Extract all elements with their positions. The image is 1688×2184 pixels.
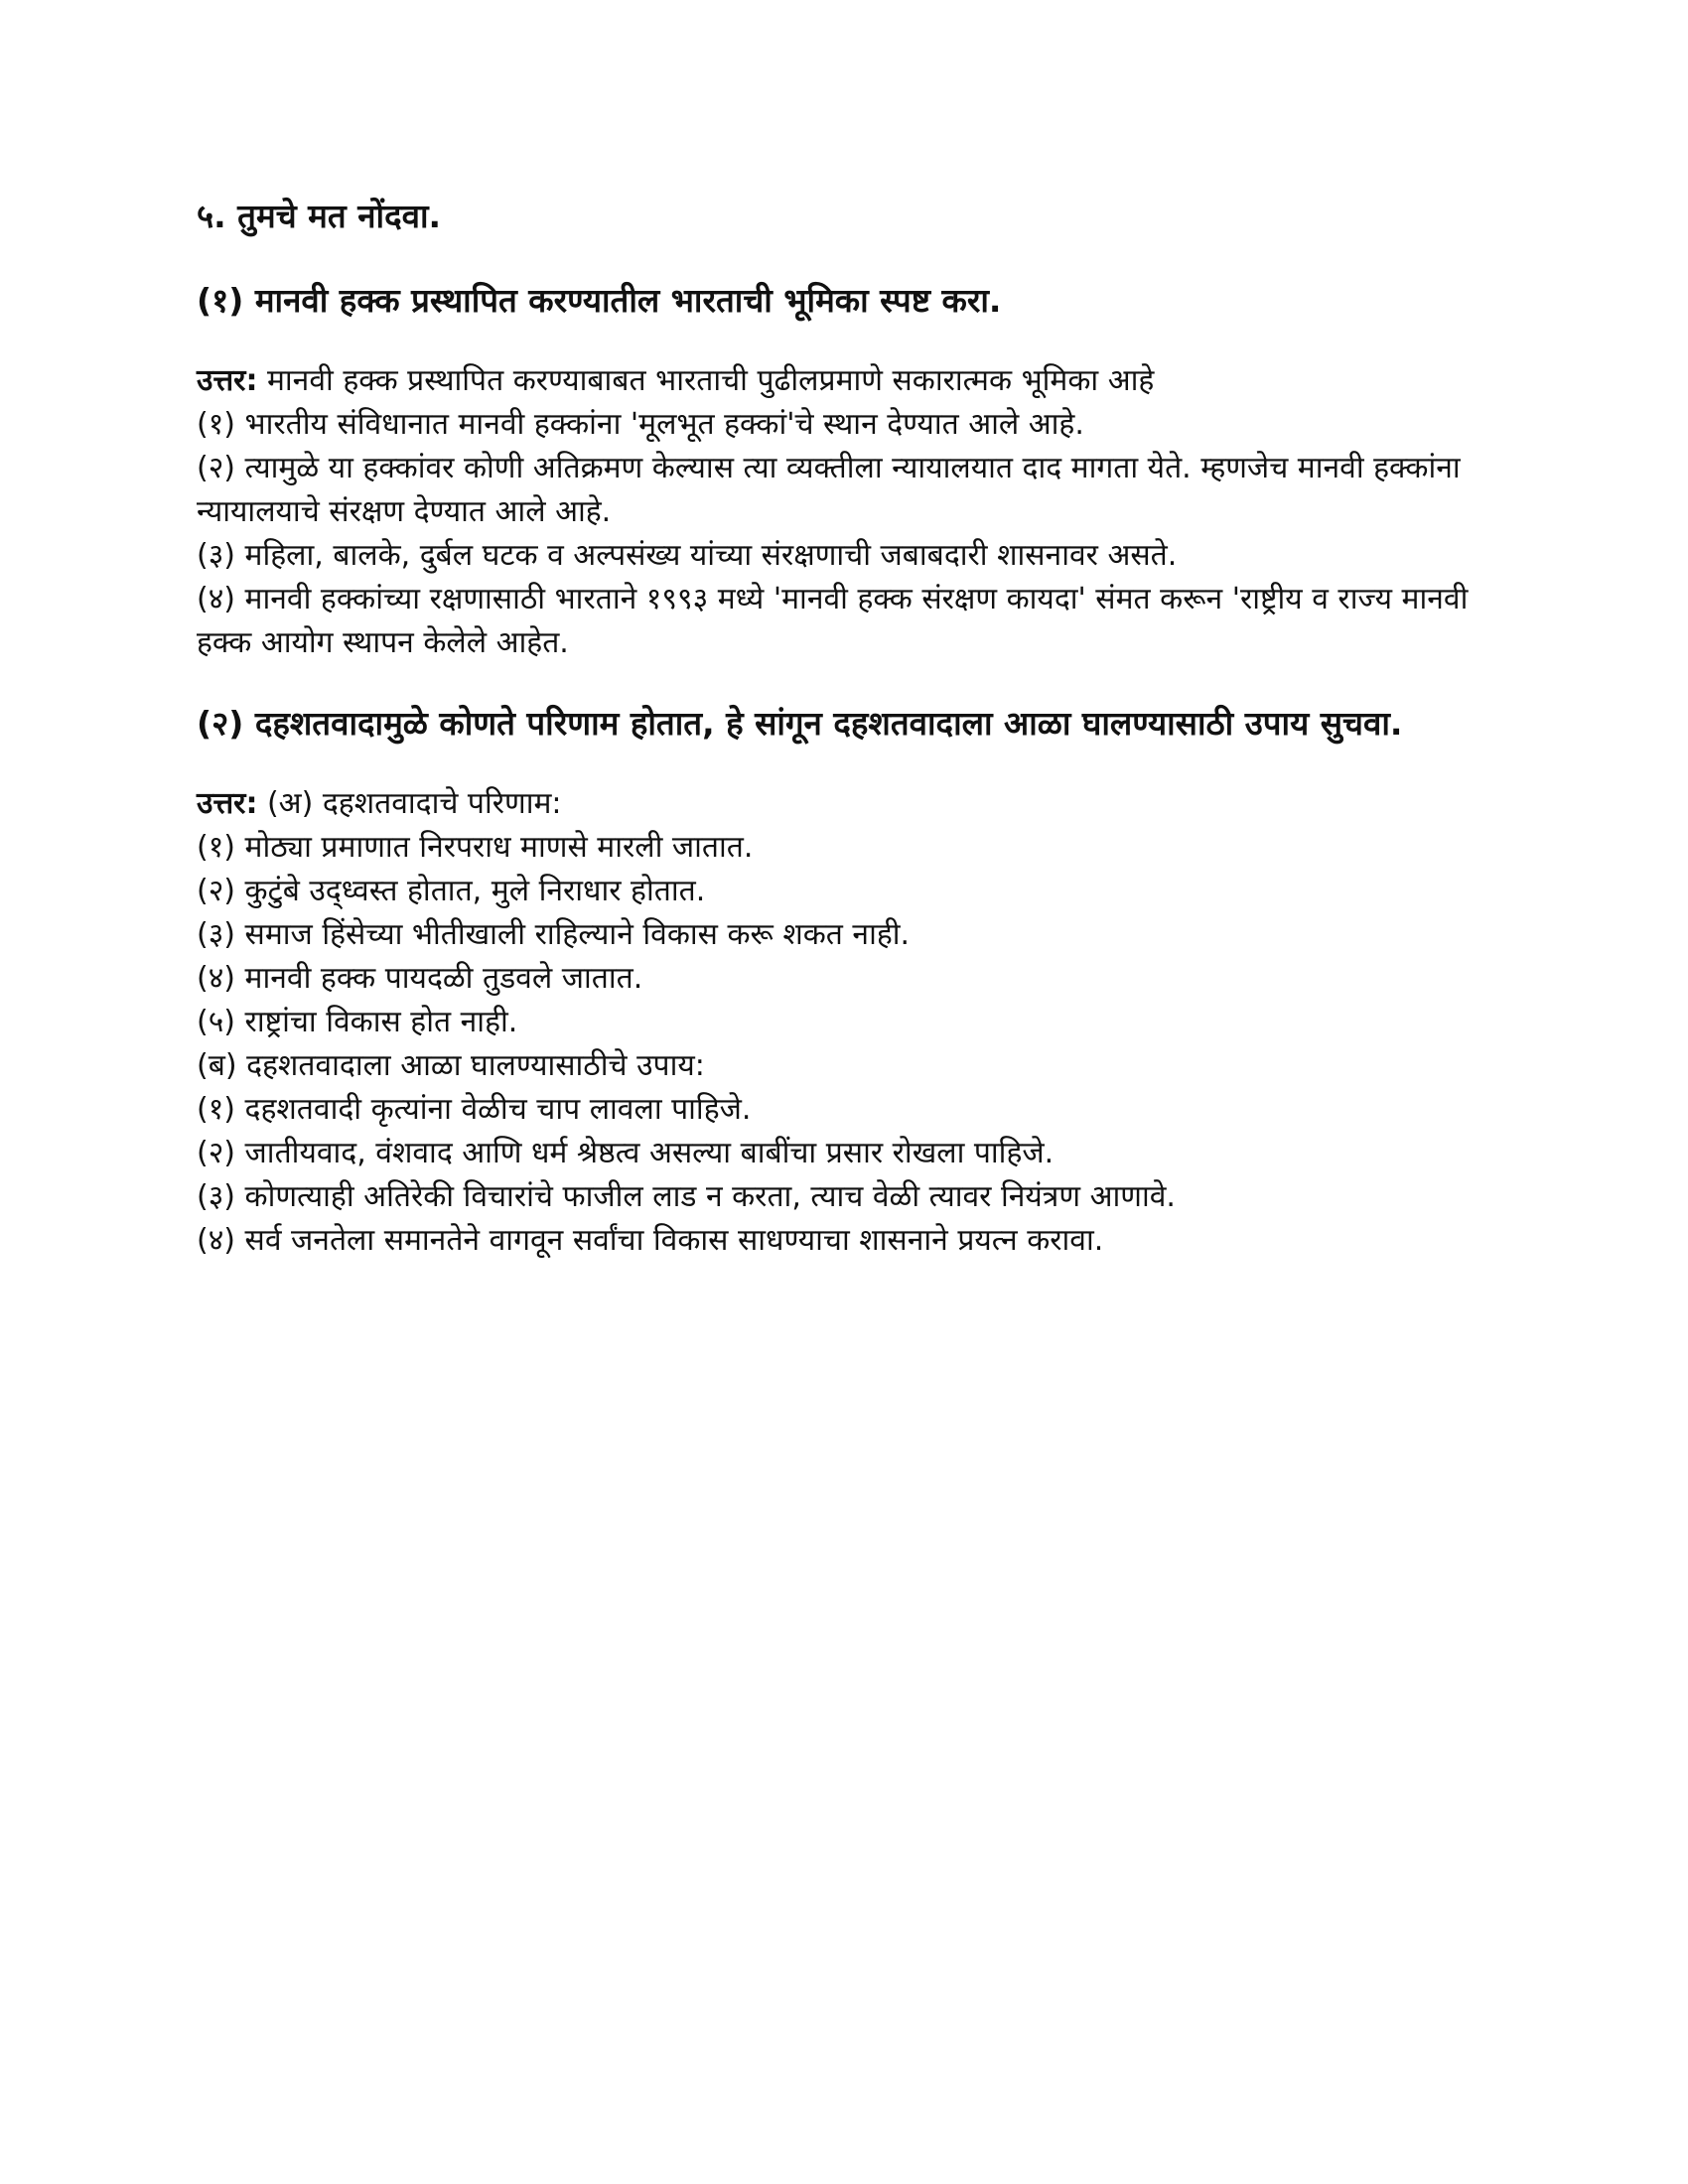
answer-2-point: (४) सर्व जनतेला समानतेने वागवून सर्वांचा विकास साधण्याचा शासनाने प्रयत्न करावा.: [197, 1223, 1104, 1258]
answer-1-intro: मानवी हक्क प्रस्थापित करण्याबाबत भारताची पुढीलप्रमाणे सकारात्मक भूमिका आहे: [257, 363, 1155, 398]
answer-label: उत्तर:: [197, 363, 258, 398]
answer-1-intro-line: [197, 359, 1497, 403]
question-2: (२) दहशतवादामुळे कोणते परिणाम होतात, हे सांगून दहशतवादाला आळा घालण्यासाठी उपाय सुचवा.: [197, 704, 1403, 743]
answer-2-point: (१) दहशतवादी कृत्यांना वेळीच चाप लावला पाहिजे.: [197, 1092, 752, 1127]
answer-2-point: (३) समाज हिंसेच्या भीतीखाली राहिल्याने विकास करू शकत नाही.: [197, 917, 911, 952]
answer-2-intro-line: [197, 782, 1497, 826]
answer-1-point: (३) महिला, बालके, दुर्बल घटक व अल्पसंख्य यांच्या संरक्षणाची जबाबदारी शासनावर असते.: [197, 538, 1178, 573]
answer-2-intro: (अ) दहशतवादाचे परिणाम:: [257, 786, 562, 821]
section-heading: ५. तुमचे मत नोंदवा.: [197, 197, 442, 235]
answer-1-point: (१) भारतीय संविधानात मानवी हक्कांना 'मूलभूत हक्कां'चे स्थान देण्यात आले आहे.: [197, 407, 1084, 442]
answer-2-subheading: (ब) दहशतवादाला आळा घालण्यासाठीचे उपाय:: [197, 1048, 705, 1083]
answer-1-point: (४) मानवी हक्कांच्या रक्षणासाठी भारताने १९९३ मध्ये 'मानवी हक्क संरक्षण कायदा' संमत करून 'राष्ट्रीय व राज्य मानवी हक्क आयोग स्थापन केलेले आहेत.: [197, 582, 1469, 660]
document-page: [197, 195, 1497, 1298]
answer-1-point: (२) त्यामुळे या हक्कांवर कोणी अतिक्रमण केल्यास त्या व्यक्तीला न्यायालयात दाद मागता येते. म्हणजेच मानवी हक्कांना न्यायालयाचे संरक्षण देण्यात आले आहे.: [197, 451, 1461, 529]
answer-2-point: (३) कोणत्याही अतिरेकी विचारांचे फाजील लाड न करता, त्याच वेळी त्यावर नियंत्रण आणावे.: [197, 1179, 1176, 1214]
answer-2-point: (१) मोठ्या प्रमाणात निरपराध माणसे मारली जातात.: [197, 830, 754, 865]
answer-1: [197, 359, 1497, 665]
answer-2-point: (२) कुटुंबे उद्‌ध्वस्त होतात, मुले निराधार होतात.: [197, 874, 706, 908]
question-1: (१) मानवी हक्क प्रस्थापित करण्यातील भारताची भूमिका स्पष्ट करा.: [197, 281, 1002, 320]
answer-label: उत्तर:: [197, 786, 258, 821]
answer-2-point: (४) मानवी हक्क पायदळी तुडवले जातात.: [197, 961, 643, 996]
answer-2: [197, 782, 1497, 1263]
answer-2-point: (५) राष्ट्रांचा विकास होत नाही.: [197, 1005, 518, 1039]
answer-2-point: (२) जातीयवाद, वंशवाद आणि धर्म श्रेष्ठत्व असल्या बाबींचा प्रसार रोखला पाहिजे.: [197, 1136, 1055, 1170]
